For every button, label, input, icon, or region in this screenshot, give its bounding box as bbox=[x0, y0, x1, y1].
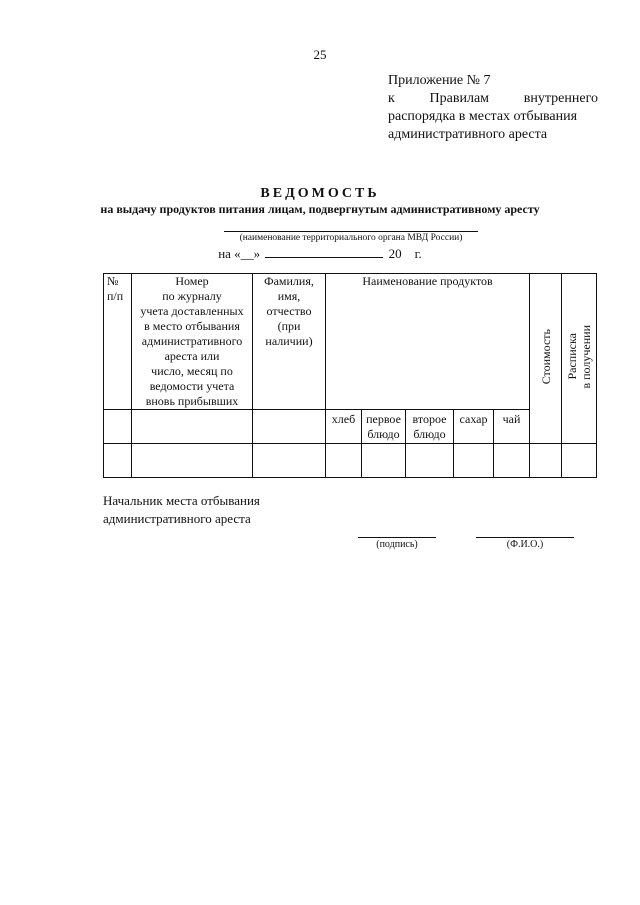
header-text: имя, bbox=[277, 289, 301, 303]
header-receipt bbox=[562, 274, 597, 444]
empty-cell bbox=[132, 410, 253, 444]
header-text: Номер bbox=[175, 274, 209, 288]
product-text: блюдо bbox=[413, 427, 446, 441]
product-first-course bbox=[362, 410, 406, 444]
data-cell[interactable] bbox=[562, 444, 597, 478]
signature-caption: (подпись) bbox=[376, 539, 418, 550]
header-number bbox=[104, 274, 132, 410]
table-row bbox=[104, 444, 597, 478]
data-cell[interactable] bbox=[530, 444, 562, 478]
header-text: п/п bbox=[107, 289, 124, 303]
date-suffix: г. bbox=[414, 246, 422, 261]
header-text: Фамилия, bbox=[264, 274, 314, 288]
fio-caption: (Ф.И.О.) bbox=[506, 539, 544, 550]
org-name-caption: (наименование территориального органа МВД России) bbox=[239, 233, 463, 243]
appendix-word: внутреннего bbox=[523, 91, 598, 106]
appendix-line-2 bbox=[388, 90, 598, 108]
data-cell[interactable] bbox=[362, 444, 406, 478]
header-text: наличии) bbox=[265, 334, 313, 348]
appendix-line-4: административного ареста bbox=[388, 127, 548, 142]
product-text: первое bbox=[366, 412, 401, 426]
header-text: по журналу bbox=[162, 289, 222, 303]
date-year: 20 bbox=[388, 246, 402, 261]
fio-line bbox=[476, 537, 574, 538]
header-text: в место отбывания bbox=[144, 319, 240, 333]
header-text: № bbox=[107, 274, 119, 288]
header-text: вновь прибывших bbox=[145, 394, 239, 408]
header-text: ведомости учета bbox=[149, 379, 235, 393]
data-cell[interactable] bbox=[253, 444, 326, 478]
product-text: второе bbox=[412, 412, 447, 426]
chief-line: административного ареста bbox=[103, 511, 251, 526]
appendix-heading bbox=[388, 72, 598, 144]
date-prefix: на «__» bbox=[218, 246, 261, 261]
header-text: административного bbox=[141, 334, 243, 348]
header-row bbox=[104, 274, 597, 410]
document-title: ВЕДОМОСТЬ bbox=[260, 186, 380, 201]
data-cell[interactable] bbox=[406, 444, 454, 478]
data-cell[interactable] bbox=[326, 444, 362, 478]
subheader-row bbox=[104, 410, 597, 444]
header-text: Стоимость bbox=[538, 328, 553, 385]
signature-line bbox=[358, 537, 436, 538]
header-text bbox=[565, 325, 593, 389]
header-text: ареста или bbox=[164, 349, 220, 363]
products-table bbox=[103, 273, 597, 478]
header-text-line: Расписка bbox=[565, 333, 580, 380]
empty-cell bbox=[104, 410, 132, 444]
product-text: блюдо bbox=[367, 427, 400, 441]
chief-line: Начальник места отбывания bbox=[103, 493, 260, 508]
header-text: число, месяц по bbox=[151, 364, 233, 378]
header-name bbox=[253, 274, 326, 410]
chief-title bbox=[103, 492, 260, 528]
data-cell[interactable] bbox=[104, 444, 132, 478]
header-text-line: в получении bbox=[579, 324, 594, 389]
org-name-line bbox=[224, 231, 478, 232]
date-blank bbox=[265, 245, 383, 258]
product-second-course bbox=[406, 410, 454, 444]
header-cost bbox=[530, 274, 562, 444]
empty-cell bbox=[253, 410, 326, 444]
appendix-title: Приложение № 7 bbox=[388, 73, 491, 88]
product-tea: чай bbox=[494, 410, 530, 444]
header-journal bbox=[132, 274, 253, 410]
appendix-word: к bbox=[388, 91, 395, 106]
data-cell[interactable] bbox=[132, 444, 253, 478]
appendix-word: Правилам bbox=[429, 91, 490, 106]
page-number: 25 bbox=[313, 47, 327, 62]
appendix-line-3: распорядка в местах отбывания bbox=[388, 109, 578, 124]
document-subtitle: на выдачу продуктов питания лицам, подвергнутым административному аресту bbox=[100, 202, 540, 216]
header-text: учета доставленных bbox=[140, 304, 244, 318]
product-sugar: сахар bbox=[454, 410, 494, 444]
product-bread: хлеб bbox=[326, 410, 362, 444]
header-text: отчество bbox=[266, 304, 312, 318]
header-products: Наименование продуктов bbox=[326, 274, 530, 410]
header-text: (при bbox=[277, 319, 301, 333]
data-cell[interactable] bbox=[494, 444, 530, 478]
data-cell[interactable] bbox=[454, 444, 494, 478]
date-line bbox=[0, 245, 640, 262]
